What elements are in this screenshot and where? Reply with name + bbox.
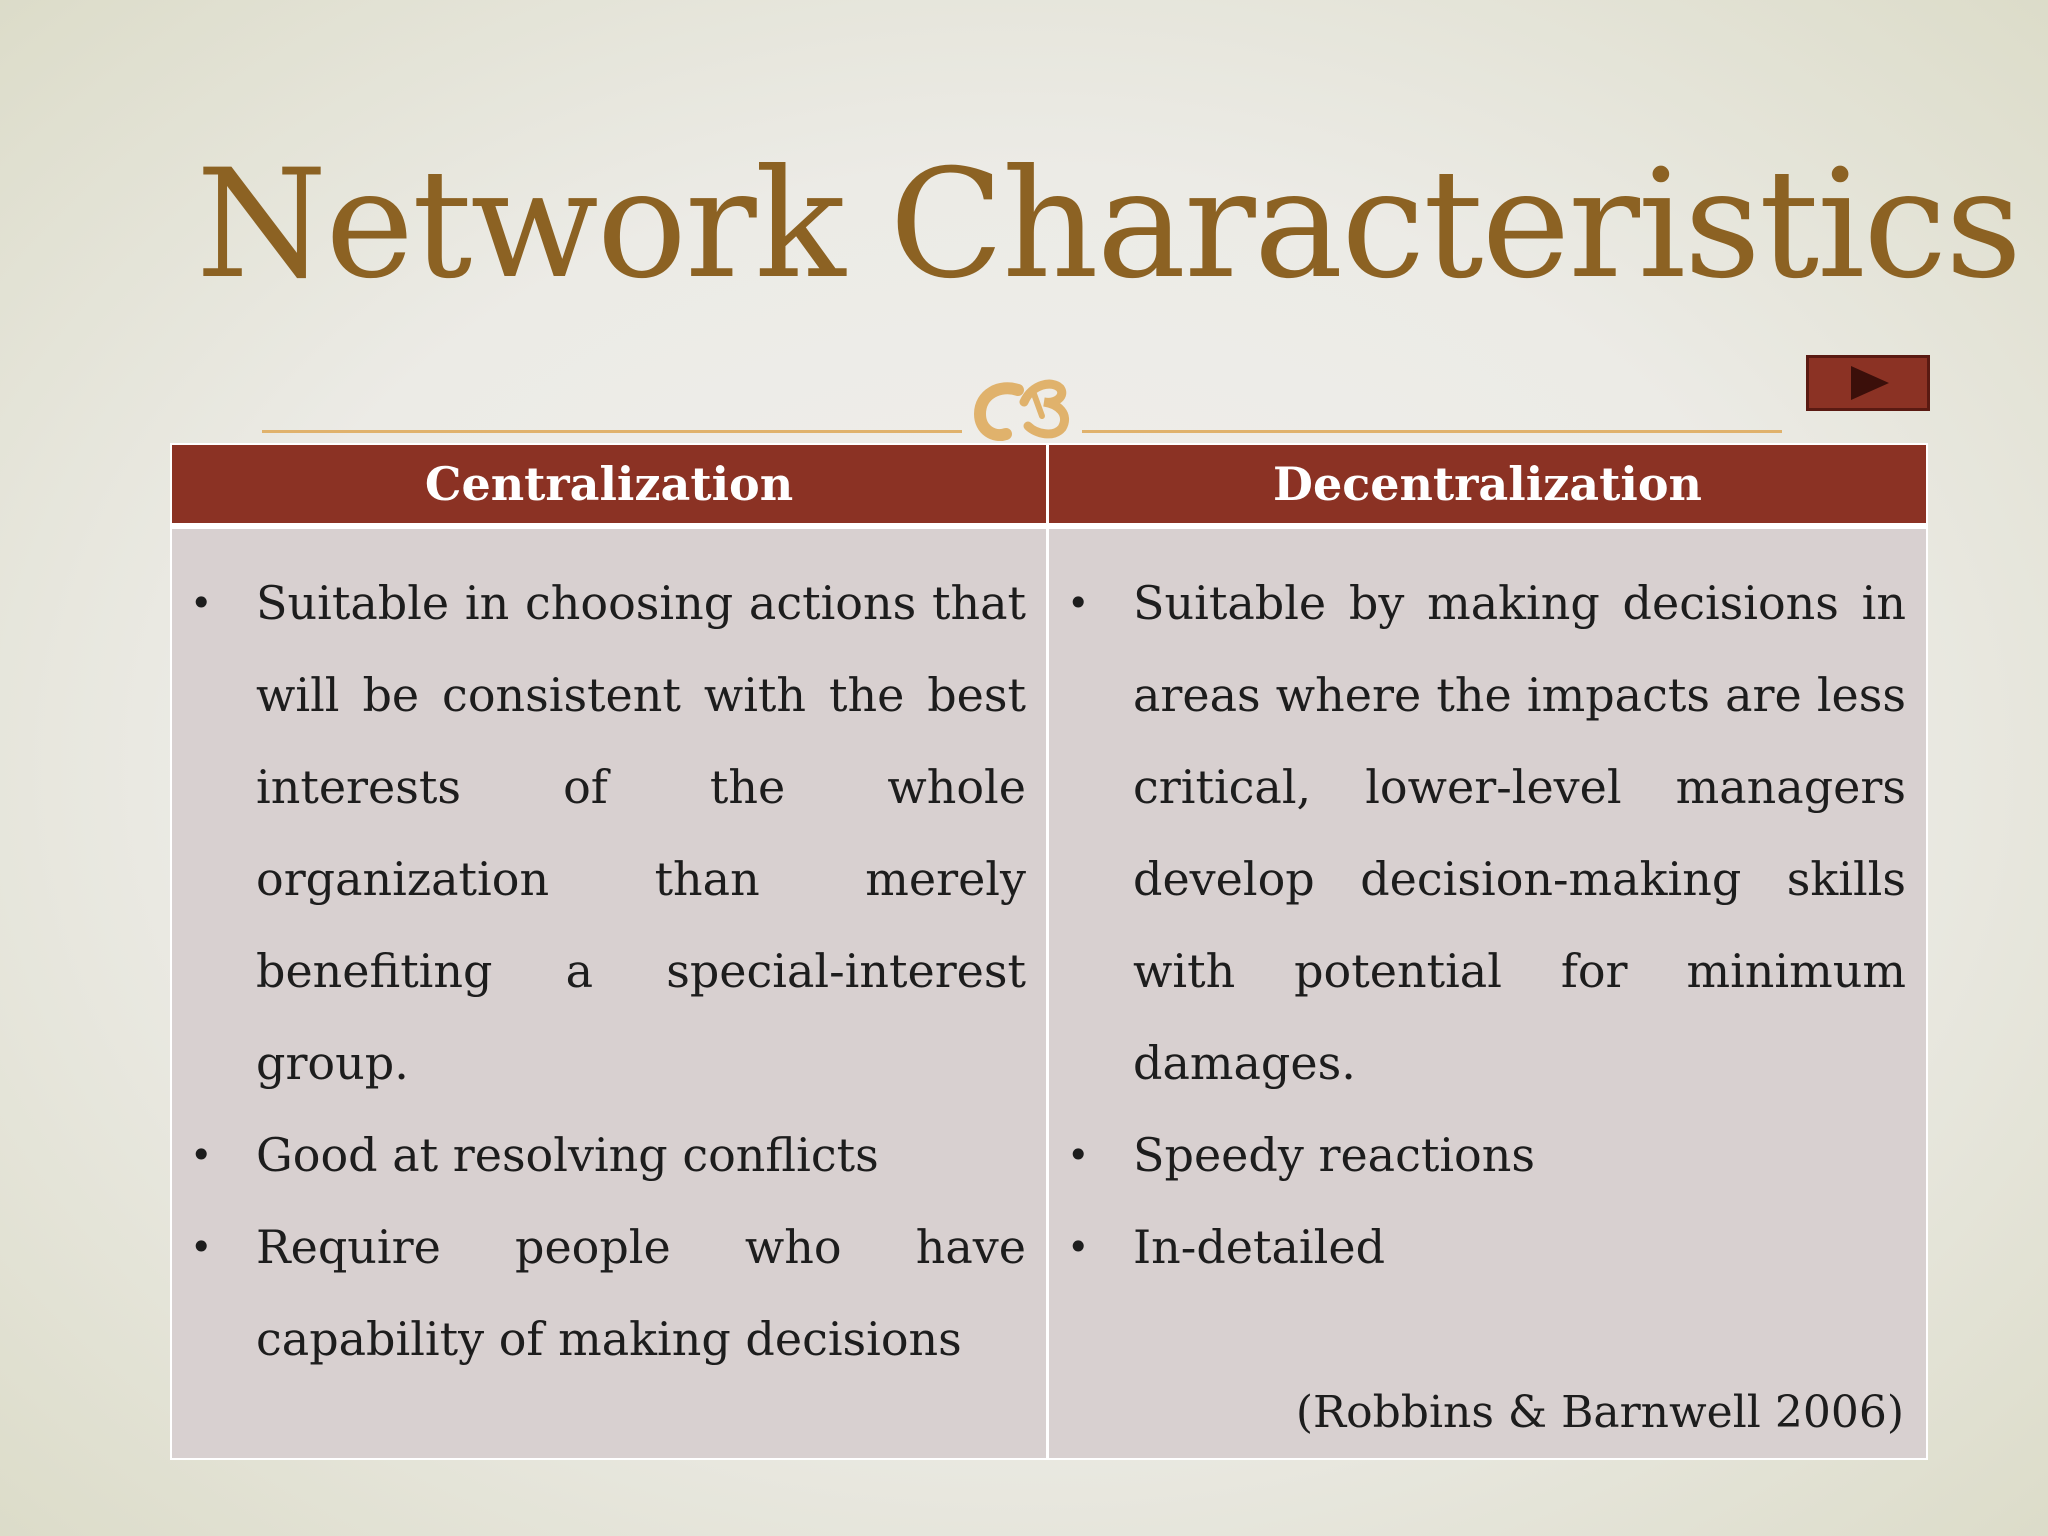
bullet-icon: •	[1067, 1225, 1090, 1269]
list-item-text: Speedy reactions	[1133, 1128, 1535, 1182]
play-next-icon	[1809, 358, 1927, 408]
next-slide-button[interactable]	[1806, 355, 1930, 411]
ornament-flourish-icon	[948, 372, 1098, 442]
list-item-text: Suitable in choosing actions that will be consistent with the best interests of the whole organization than merely benefiting a special-interest group.	[256, 576, 1026, 1090]
list-item-text: In-detailed	[1133, 1220, 1386, 1274]
title-divider-left	[262, 430, 962, 433]
bullet-icon: •	[1067, 581, 1090, 625]
list-item	[172, 557, 1026, 1109]
comparison-table	[170, 443, 1928, 1460]
header-centralization: Centralization	[172, 445, 1049, 529]
bullet-icon: •	[190, 581, 213, 625]
list-item	[1049, 557, 1906, 1109]
list-item-text: Require people who have capability of making decisions	[256, 1220, 1026, 1366]
list-item	[172, 1109, 1026, 1201]
centralization-list	[172, 557, 1026, 1385]
slide-title: Network Characteristics	[196, 138, 2021, 312]
bullet-icon: •	[190, 1225, 213, 1269]
list-item-text: Suitable by making decisions in areas where the impacts are less critical, lower-level managers develop decision-making skills with potential for minimum damages.	[1133, 576, 1906, 1090]
citation: (Robbins & Barnwell 2006)	[1295, 1387, 1904, 1439]
list-item	[1049, 1109, 1906, 1201]
bullet-icon: •	[190, 1133, 213, 1177]
list-item	[172, 1201, 1026, 1385]
list-item	[1049, 1201, 1906, 1293]
centralization-cell	[172, 529, 1049, 1458]
decentralization-list	[1049, 557, 1906, 1293]
list-item-text: Good at resolving conflicts	[256, 1128, 879, 1182]
header-decentralization: Decentralization	[1049, 445, 1926, 529]
bullet-icon: •	[1067, 1133, 1090, 1177]
decentralization-cell	[1049, 529, 1926, 1458]
title-divider-right	[1082, 430, 1782, 433]
